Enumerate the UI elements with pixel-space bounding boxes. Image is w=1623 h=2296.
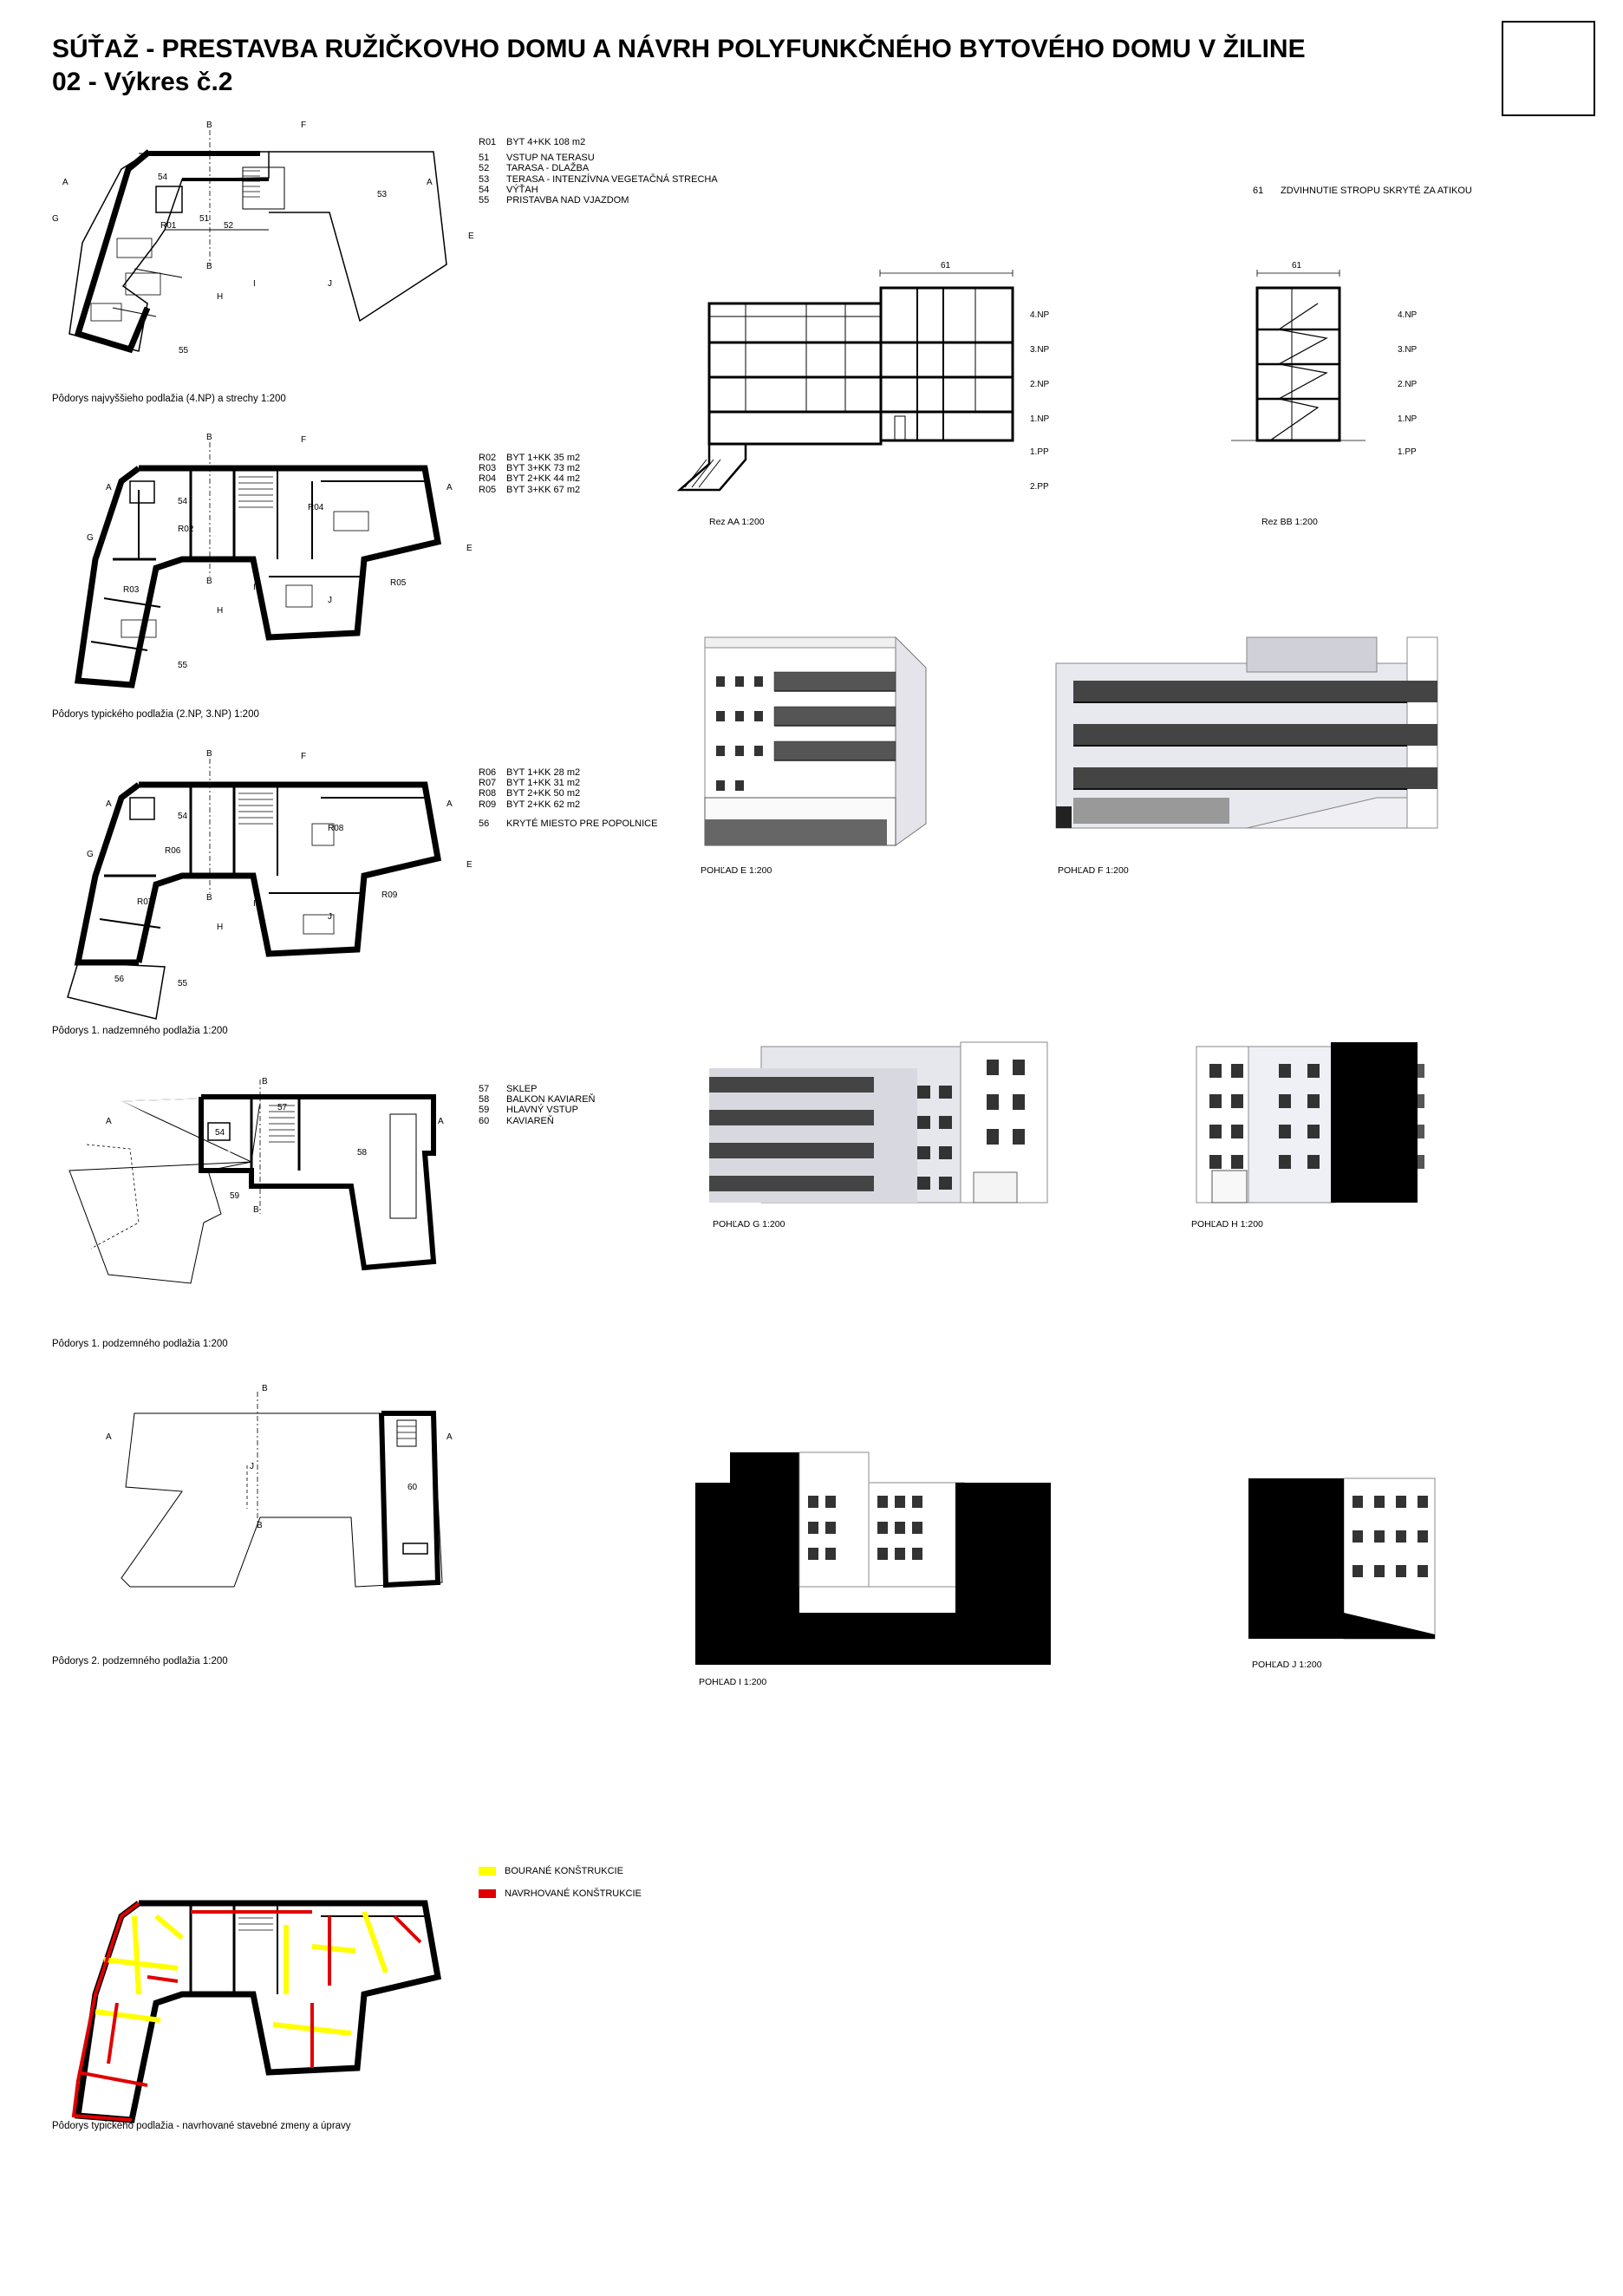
plan-changes — [52, 1864, 468, 2124]
section-marker-label: B — [262, 1384, 268, 1393]
room-label: R09 — [381, 890, 398, 900]
legend-text: BYT 3+KK 67 m2 — [506, 484, 581, 495]
level-label: 4.NP — [1030, 310, 1050, 320]
view-marker-label: I — [253, 279, 256, 289]
plan-1pp — [52, 1075, 468, 1283]
section-marker-label: A — [446, 1432, 453, 1442]
section-marker-label: B — [206, 893, 212, 903]
room-label: 55 — [178, 979, 188, 988]
plan-legend — [479, 767, 657, 829]
legend-text: R03 — [479, 463, 497, 474]
level-label: 2.NP — [1030, 380, 1050, 389]
level-label: 1.PP — [1030, 447, 1049, 457]
view-marker-label: J — [328, 279, 332, 289]
legend-text: 61 — [1253, 186, 1264, 196]
room-label: R01 — [160, 221, 177, 231]
section-marker: 61 — [1292, 261, 1302, 271]
view-marker-label: H — [217, 292, 224, 302]
legend-text: BYT 1+KK 31 m2 — [506, 778, 581, 789]
section-marker-label: B — [257, 1521, 263, 1530]
legend-text: PRISTAVBA NAD VJAZDOM — [506, 195, 629, 206]
section-marker-label: B — [206, 577, 212, 586]
legend-text: 53 — [479, 173, 490, 185]
legend-text: KAVIAREŇ — [506, 1115, 554, 1126]
view-marker-label: J — [328, 912, 332, 922]
view-marker-label: I — [253, 899, 256, 909]
legend-text: BALKON KAVIAREŇ — [506, 1094, 596, 1106]
room-label: 54 — [178, 497, 188, 506]
level-label: 1.NP — [1398, 414, 1418, 424]
plan-2pp — [52, 1379, 468, 1595]
view-marker-label: E — [466, 860, 473, 870]
view-caption: POHĽAD H 1:200 — [1191, 1219, 1263, 1230]
elevation-f — [1056, 633, 1442, 850]
view-caption: POHĽAD G 1:200 — [713, 1219, 785, 1230]
view-caption: POHĽAD I 1:200 — [699, 1677, 767, 1687]
room-label: 53 — [377, 190, 388, 199]
section-marker-label: A — [106, 799, 112, 809]
legend-text: BYT 1+KK 35 m2 — [506, 453, 581, 463]
view-marker-label: E — [468, 232, 474, 241]
view-marker-label: H — [217, 923, 224, 932]
plan-legend — [479, 1084, 596, 1126]
section-marker-label: A — [106, 1432, 112, 1442]
legend-text: 54 — [479, 184, 490, 195]
legend-text: BYT 2+KK 50 m2 — [506, 788, 581, 799]
plan-legend — [479, 453, 580, 495]
view-marker-label: F — [301, 121, 307, 130]
legend-text: 51 — [479, 153, 490, 164]
view-marker-label: F — [301, 435, 307, 445]
plan-caption: Pôdorys typického podlažia - navrhované stavebné zmeny a úpravy — [52, 2121, 351, 2131]
new-structures — [74, 1903, 420, 2120]
section-marker-label: B — [206, 433, 212, 442]
section-caption: Rez BB 1:200 — [1261, 517, 1318, 527]
section-marker-label: A — [106, 1117, 112, 1126]
elevation-e — [701, 633, 930, 850]
legend-text: R09 — [479, 799, 497, 810]
elevation-h — [1196, 1042, 1439, 1207]
room-label: R05 — [390, 578, 407, 588]
section-marker: 61 — [941, 261, 951, 271]
changes-legend-new: NAVRHOVANÉ KONŠTRUKCIE — [479, 1888, 642, 1899]
legend-text: TERASA - INTENZÍVNA VEGETAČNÁ STRECHA — [506, 173, 718, 185]
room-label: R08 — [328, 824, 344, 833]
legend-text: BYT 2+KK 44 m2 — [506, 473, 581, 485]
elevation-j — [1248, 1474, 1439, 1647]
legend-text: 56 — [479, 818, 490, 829]
section-marker-label: B — [206, 262, 212, 271]
section-note — [1253, 186, 1472, 196]
view-marker-label: I — [253, 583, 256, 592]
room-label: 52 — [224, 221, 234, 231]
legend-text: ZDVIHNUTIE STROPU SKRYTÉ ZA ATIKOU — [1281, 186, 1472, 196]
level-label: 1.NP — [1030, 414, 1050, 424]
room-label: 56 — [114, 975, 125, 984]
legend-text: VSTUP NA TERASU — [506, 153, 595, 164]
legend-text: 57 — [479, 1084, 490, 1094]
legend-text: R05 — [479, 484, 497, 495]
room-label: R04 — [308, 503, 324, 512]
room-label: R02 — [178, 525, 194, 534]
room-label: 55 — [178, 661, 188, 670]
elevation-i — [695, 1448, 1051, 1665]
section-bb — [1231, 261, 1448, 468]
legend-text: SKLEP — [506, 1084, 538, 1094]
legend-text: KRYTÉ MIESTO PRE POPOLNICE — [506, 818, 658, 829]
legend-text: R06 — [479, 767, 497, 778]
legend-text: BYT 3+KK 73 m2 — [506, 463, 581, 474]
legend-text: R08 — [479, 788, 497, 799]
section-marker-label: A — [446, 799, 453, 809]
legend-text: 52 — [479, 163, 490, 174]
room-label: 54 — [178, 812, 188, 821]
section-marker-label: A — [427, 178, 433, 187]
title-stamp-box — [1502, 21, 1595, 116]
plan-typical — [52, 429, 473, 689]
room-label: 59 — [230, 1191, 240, 1201]
section-marker-label: A — [438, 1117, 444, 1126]
elevation-g — [709, 1042, 1052, 1207]
legend-text: HLAVNÝ VSTUP — [506, 1105, 578, 1116]
plan-legend — [479, 137, 718, 205]
plan-caption: Pôdorys 1. podzemného podlažia 1:200 — [52, 1339, 228, 1349]
view-marker-label: G — [87, 850, 94, 859]
legend-text: R07 — [479, 778, 497, 789]
view-marker-label: J — [250, 1462, 254, 1471]
room-label: 55 — [179, 346, 189, 355]
plan-caption: Pôdorys 1. nadzemného podlažia 1:200 — [52, 1026, 228, 1036]
section-marker-label: A — [62, 178, 68, 187]
room-label: 54 — [215, 1128, 225, 1138]
view-marker-label: F — [301, 752, 307, 761]
plan-caption: Pôdorys 2. podzemného podlažia 1:200 — [52, 1656, 228, 1667]
view-marker-label: E — [466, 544, 473, 553]
section-aa — [668, 261, 1066, 503]
legend-swatch-red — [479, 1889, 496, 1898]
plan-1np — [52, 746, 473, 1032]
room-label: R07 — [137, 897, 153, 907]
section-marker-label: B — [206, 749, 212, 759]
level-label: 3.NP — [1398, 345, 1418, 355]
room-label: 57 — [277, 1103, 288, 1112]
sheet-subtitle: 02 - Výkres č.2 — [52, 68, 233, 96]
legend-text: VÝŤAH — [506, 184, 538, 195]
legend-text: BYT 1+KK 28 m2 — [506, 767, 581, 778]
section-marker-label: B — [206, 121, 212, 130]
level-label: 3.NP — [1030, 345, 1050, 355]
view-marker-label: G — [52, 214, 59, 224]
section-marker-label: A — [446, 483, 453, 492]
legend-text: 55 — [479, 195, 490, 206]
legend-text: BYT 2+KK 62 m2 — [506, 799, 581, 810]
view-marker-label: J — [328, 596, 332, 605]
sheet-title: SÚŤAŽ - PRESTAVBA RUŽIČKOVHO DOMU A NÁVRH POLYFUNKČNÉHO BYTOVÉHO DOMU V ŽILINE — [52, 35, 1306, 63]
view-marker-label: H — [217, 606, 224, 616]
level-label: 4.NP — [1398, 310, 1418, 320]
room-label: 58 — [357, 1148, 368, 1158]
section-caption: Rez AA 1:200 — [709, 517, 765, 527]
view-caption: POHĽAD F 1:200 — [1058, 865, 1129, 876]
view-marker-label: G — [87, 533, 94, 543]
legend-text: TARASA - DLAŽBA — [506, 163, 590, 174]
plan-4np — [52, 117, 474, 377]
room-label: 54 — [158, 173, 168, 182]
section-marker-label: B — [253, 1205, 259, 1215]
changes-legend-removed: BOURANÉ KONŠTRUKCIE — [479, 1866, 623, 1876]
legend-text: 60 — [479, 1115, 490, 1126]
view-caption: POHĽAD E 1:200 — [701, 865, 772, 876]
plan-caption: Pôdorys najvyššieho podlažia (4.NP) a strechy 1:200 — [52, 394, 286, 404]
legend-text: 59 — [479, 1105, 490, 1116]
legend-swatch-yellow — [479, 1867, 496, 1875]
level-label: 2.NP — [1398, 380, 1418, 389]
plan-caption: Pôdorys typického podlažia (2.NP, 3.NP) 1:200 — [52, 709, 259, 720]
room-label: R06 — [165, 846, 181, 856]
legend-text: R04 — [479, 473, 497, 485]
view-caption: POHĽAD J 1:200 — [1252, 1660, 1322, 1670]
section-marker-label: A — [106, 483, 112, 492]
level-label: 1.PP — [1398, 447, 1417, 457]
legend-text: R01 — [479, 137, 497, 147]
room-label: 51 — [199, 214, 210, 224]
legend-text: R02 — [479, 453, 497, 463]
section-marker-label: B — [262, 1077, 268, 1086]
legend-text: BYT 4+KK 108 m2 — [506, 137, 586, 147]
legend-text: 58 — [479, 1094, 490, 1106]
room-label: 60 — [407, 1483, 418, 1492]
level-label: 2.PP — [1030, 482, 1049, 492]
room-label: R03 — [123, 585, 140, 595]
